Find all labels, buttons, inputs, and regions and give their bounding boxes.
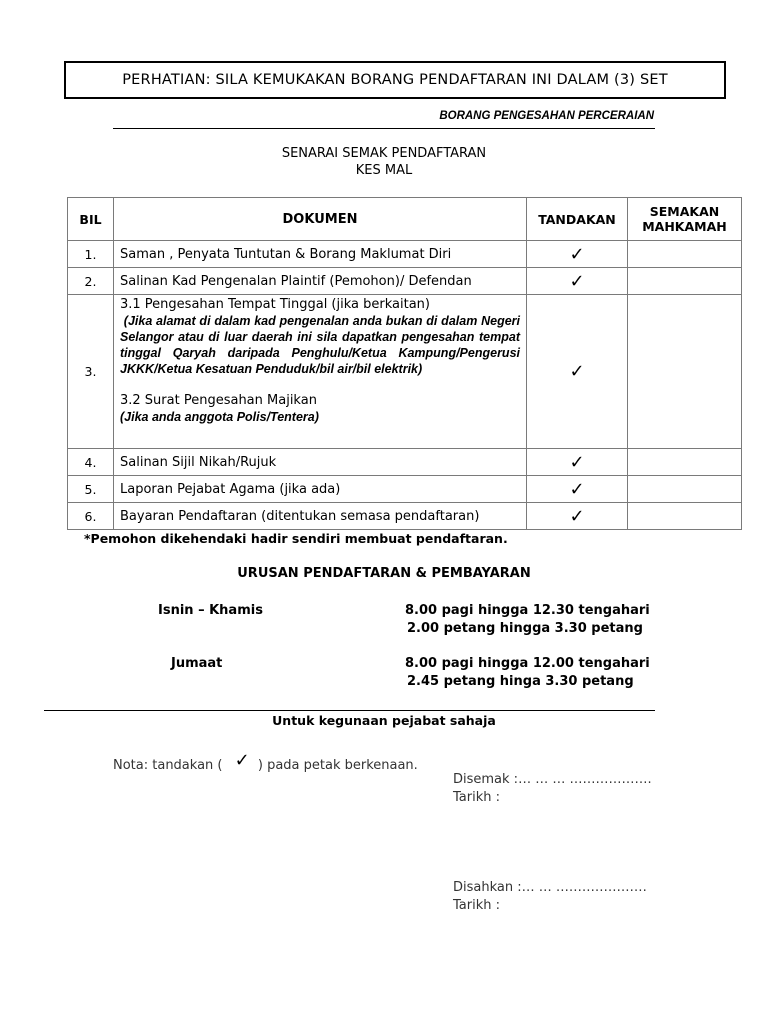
row-document: Salinan Sijil Nikah/Rujuk xyxy=(114,449,527,476)
court-check-cell[interactable] xyxy=(628,449,742,476)
checklist-heading: SENARAI SEMAK PENDAFTARAN xyxy=(281,146,487,161)
tick-instruction-note xyxy=(113,750,418,774)
table-row xyxy=(68,241,742,268)
table-row xyxy=(68,476,742,503)
tick-checkbox[interactable]: ✓ xyxy=(527,503,628,530)
tick-checkbox[interactable]: ✓ xyxy=(527,268,628,295)
court-check-cell[interactable] xyxy=(628,476,742,503)
court-check-cell[interactable] xyxy=(628,503,742,530)
nota-text-after: ) pada petak berkenaan. xyxy=(257,758,418,773)
tick-checkbox[interactable]: ✓ xyxy=(527,295,628,449)
table-row xyxy=(68,503,742,530)
header-semakan-line1: SEMAKAN xyxy=(649,204,720,219)
checked-by-field[interactable]: Disemak :… … … ………………. xyxy=(453,772,652,787)
row-number: 2. xyxy=(68,268,114,295)
notice-banner xyxy=(64,61,726,99)
schedule-days-mon-thu: Isnin – Khamis xyxy=(158,603,263,618)
table-row xyxy=(68,295,742,449)
attendance-note: *Pemohon dikehendaki hadir sendiri membuat pendaftaran. xyxy=(84,531,508,546)
court-check-cell[interactable] xyxy=(628,268,742,295)
tick-checkbox[interactable]: ✓ xyxy=(527,449,628,476)
sub-item-employer-note: (Jika anda anggota Polis/Tentera) xyxy=(120,410,319,424)
tick-checkbox[interactable]: ✓ xyxy=(527,476,628,503)
approved-by-field[interactable]: Disahkan :… … ………………… xyxy=(453,880,647,895)
row-document xyxy=(114,295,527,449)
approved-date-field[interactable]: Tarikh : xyxy=(453,898,500,913)
table-row xyxy=(68,268,742,295)
tick-checkbox[interactable]: ✓ xyxy=(527,241,628,268)
header-bil: BIL xyxy=(68,198,114,241)
court-check-cell[interactable] xyxy=(628,241,742,268)
row-number: 5. xyxy=(68,476,114,503)
check-mark-icon: ✓ xyxy=(234,750,250,771)
sub-item-residence-note: (Jika alamat di dalam kad pengenalan anda bukan di dalam Negeri Selangor atau di luar daerah ini sila dapatkan pengesahan tempat tinggal Qaryah daripada Penghulu/Ketua Kampung/Pengerusi JKKK/Ketua Kesatuan Penduduk/bil air/bil elektrik) xyxy=(120,314,524,376)
row-number: 1. xyxy=(68,241,114,268)
header-tandakan: TANDAKAN xyxy=(527,198,628,241)
form-title: BORANG PENGESAHAN PERCERAIAN xyxy=(439,110,654,122)
notice-text: PERHATIAN: SILA KEMUKAKAN BORANG PENDAFTARAN INI DALAM (3) SET xyxy=(122,72,668,88)
header-semakan-mahkamah xyxy=(628,198,742,241)
nota-text-before: Nota: tandakan ( xyxy=(113,758,223,773)
schedule-title: URUSAN PENDAFTARAN & PEMBAYARAN xyxy=(237,566,531,581)
schedule-hours-morning: 8.00 pagi hingga 12.30 tengahari xyxy=(405,603,650,618)
checklist-table xyxy=(67,197,742,530)
row-number: 4. xyxy=(68,449,114,476)
court-check-cell[interactable] xyxy=(628,295,742,449)
header-semakan-line2: MAHKAMAH xyxy=(642,219,727,234)
schedule-hours-afternoon: 2.00 petang hingga 3.30 petang xyxy=(407,621,643,636)
case-type-heading: KES MAL xyxy=(355,163,413,178)
row-number: 3. xyxy=(68,295,114,449)
row-document: Bayaran Pendaftaran (ditentukan semasa pendaftaran) xyxy=(114,503,527,530)
schedule-friday-afternoon: 2.45 petang hinga 3.30 petang xyxy=(407,674,634,689)
office-divider xyxy=(44,710,655,711)
form-title-underline xyxy=(113,128,655,129)
schedule-friday-morning: 8.00 pagi hingga 12.00 tengahari xyxy=(405,656,650,671)
office-use-title: Untuk kegunaan pejabat sahaja xyxy=(272,713,496,728)
row-document: Laporan Pejabat Agama (jika ada) xyxy=(114,476,527,503)
table-header-row xyxy=(68,198,742,241)
checked-date-field[interactable]: Tarikh : xyxy=(453,790,500,805)
row-document: Salinan Kad Pengenalan Plaintif (Pemohon)/ Defendan xyxy=(114,268,527,295)
row-document: Saman , Penyata Tuntutan & Borang Maklumat Diri xyxy=(114,241,527,268)
row-number: 6. xyxy=(68,503,114,530)
sub-item-employer-title: 3.2 Surat Pengesahan Majikan xyxy=(120,393,317,408)
table-row xyxy=(68,449,742,476)
header-dokumen: DOKUMEN xyxy=(114,198,527,241)
sub-item-residence-title: 3.1 Pengesahan Tempat Tinggal (jika berkaitan) xyxy=(120,297,430,312)
schedule-days-friday: Jumaat xyxy=(171,656,223,671)
